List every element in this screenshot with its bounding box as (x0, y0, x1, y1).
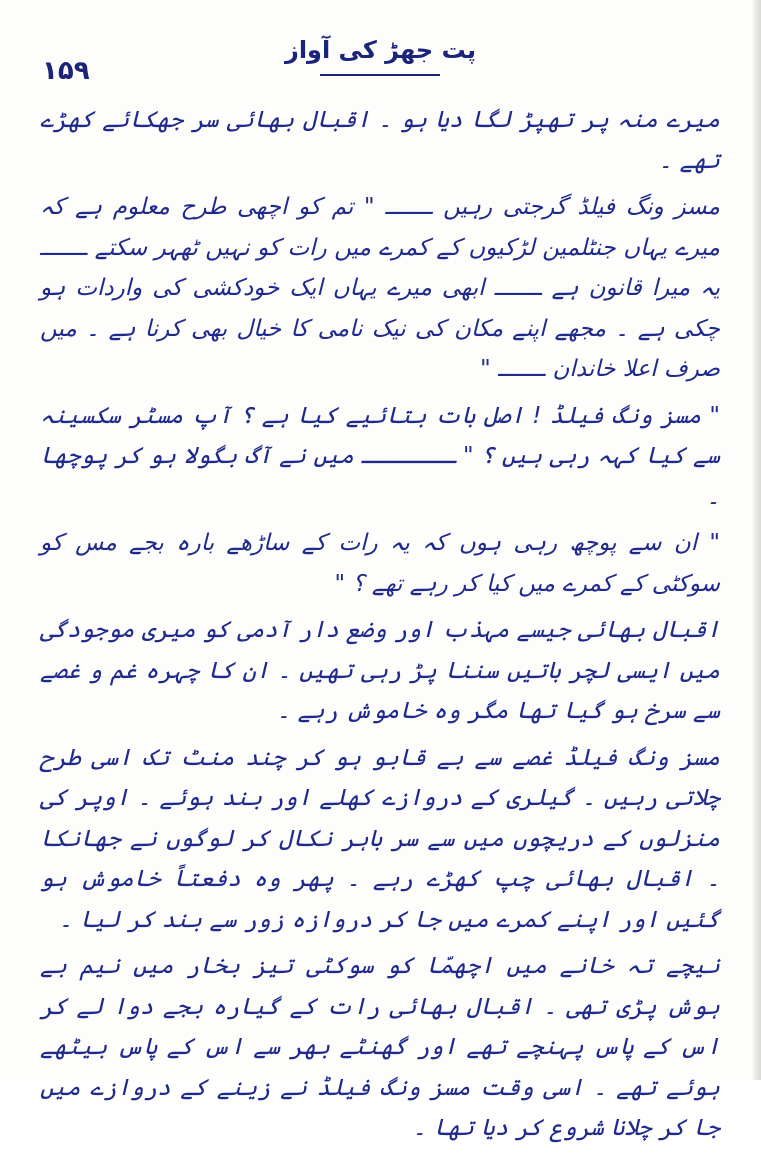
paragraph-2: مسز ونگ فیلڈ گرجتی رہیں ـــــــ " تم کو اچھی طرح معلوم ہے کہ میرے یہاں جنٹلمین لڑکیوں کے کمرے میں رات کو نہیں ٹھہر سکتے ـــــــ یہ میرا قانون ہے ـــــــ ابھی میرے یہاں ایک خودکشی کی واردات ہو چکی ہے ۔ مجھے اپنے مکان کی نیک نامی کا خیال بھی کرنا ہے ۔ میں صرف اعلا خاندان ـــــــ " (40, 194, 720, 382)
paragraph-1: میرے منہ پر تھپڑ لگا دیا ہو ۔ اقبال بھائی سر جھکائے کھڑے تھے ۔ (40, 107, 720, 174)
paragraph-4: " ان سے پوچھ رہی ہوں کہ یہ رات کے ساڑھے بارہ بجے مس کو سوکٹی کے کمرے میں کیا کر رہے تھے ؟ " (40, 530, 720, 597)
header-underline (320, 74, 440, 76)
paragraph-7: نیچے تہ خانے میں اچھمّا کو سوکٹی تیز بخار میں نیم بے ہوش پڑی تھی ۔ اقبال بھائی رات کے گیارہ بجے دوا لے کر اس کے پاس پہنچے تھے اور گھنٹے بھر سے اس کے پاس بیٹھے ہوئے تھے ۔ اسی وقت مسز ونگ فیلڈ نے زینے کے دروازے میں جا کر چلانا شروع کر دیا تھا ۔ (40, 953, 720, 1141)
running-header-title: پت جھڑ کی آواز (285, 36, 476, 64)
page-edge-shadow (753, 0, 761, 1080)
body-text (40, 100, 720, 1155)
page-number: ١۵٩ (42, 56, 90, 86)
paragraph-6: مسز ونگ فیلڈ غصے سے بے قابو ہو کر چند منٹ تک اسی طرح چلاتی رہیں ۔ گیلری کے دروازے کھلے اور بند ہوئے ۔ اوپر کی منزلوں کے دریچوں میں سے سر باہر نکال کر لوگوں نے جھانکا ۔ اقبال بھائی چپ کھڑے رہے ۔ پھر وہ دفعتاً خاموش ہو گئیں اور اپنے کمرے میں جا کر دروازہ زور سے بند کر لیا ۔ (40, 744, 720, 933)
paragraph-3: " مسز ونگ فیلڈ ! اصل بات بتائیے کیا ہے ؟ آپ مسٹر سکسینہ سے کیا کہہ رہی ہیں ؟ " ـــــــ میں نے آگ بگولا ہو کر پوچھا ۔ (40, 402, 720, 510)
paragraph-5: اقبال بھائی جیسے مہذب اور وضع دار آدمی کو میری موجودگی میں ایسی لچر باتیں سننا پڑ رہی تھیں ۔ ان کا چہرہ غم و غصے سے سرخ ہو گیا تھا مگر وہ خاموش رہے ۔ (40, 617, 720, 724)
